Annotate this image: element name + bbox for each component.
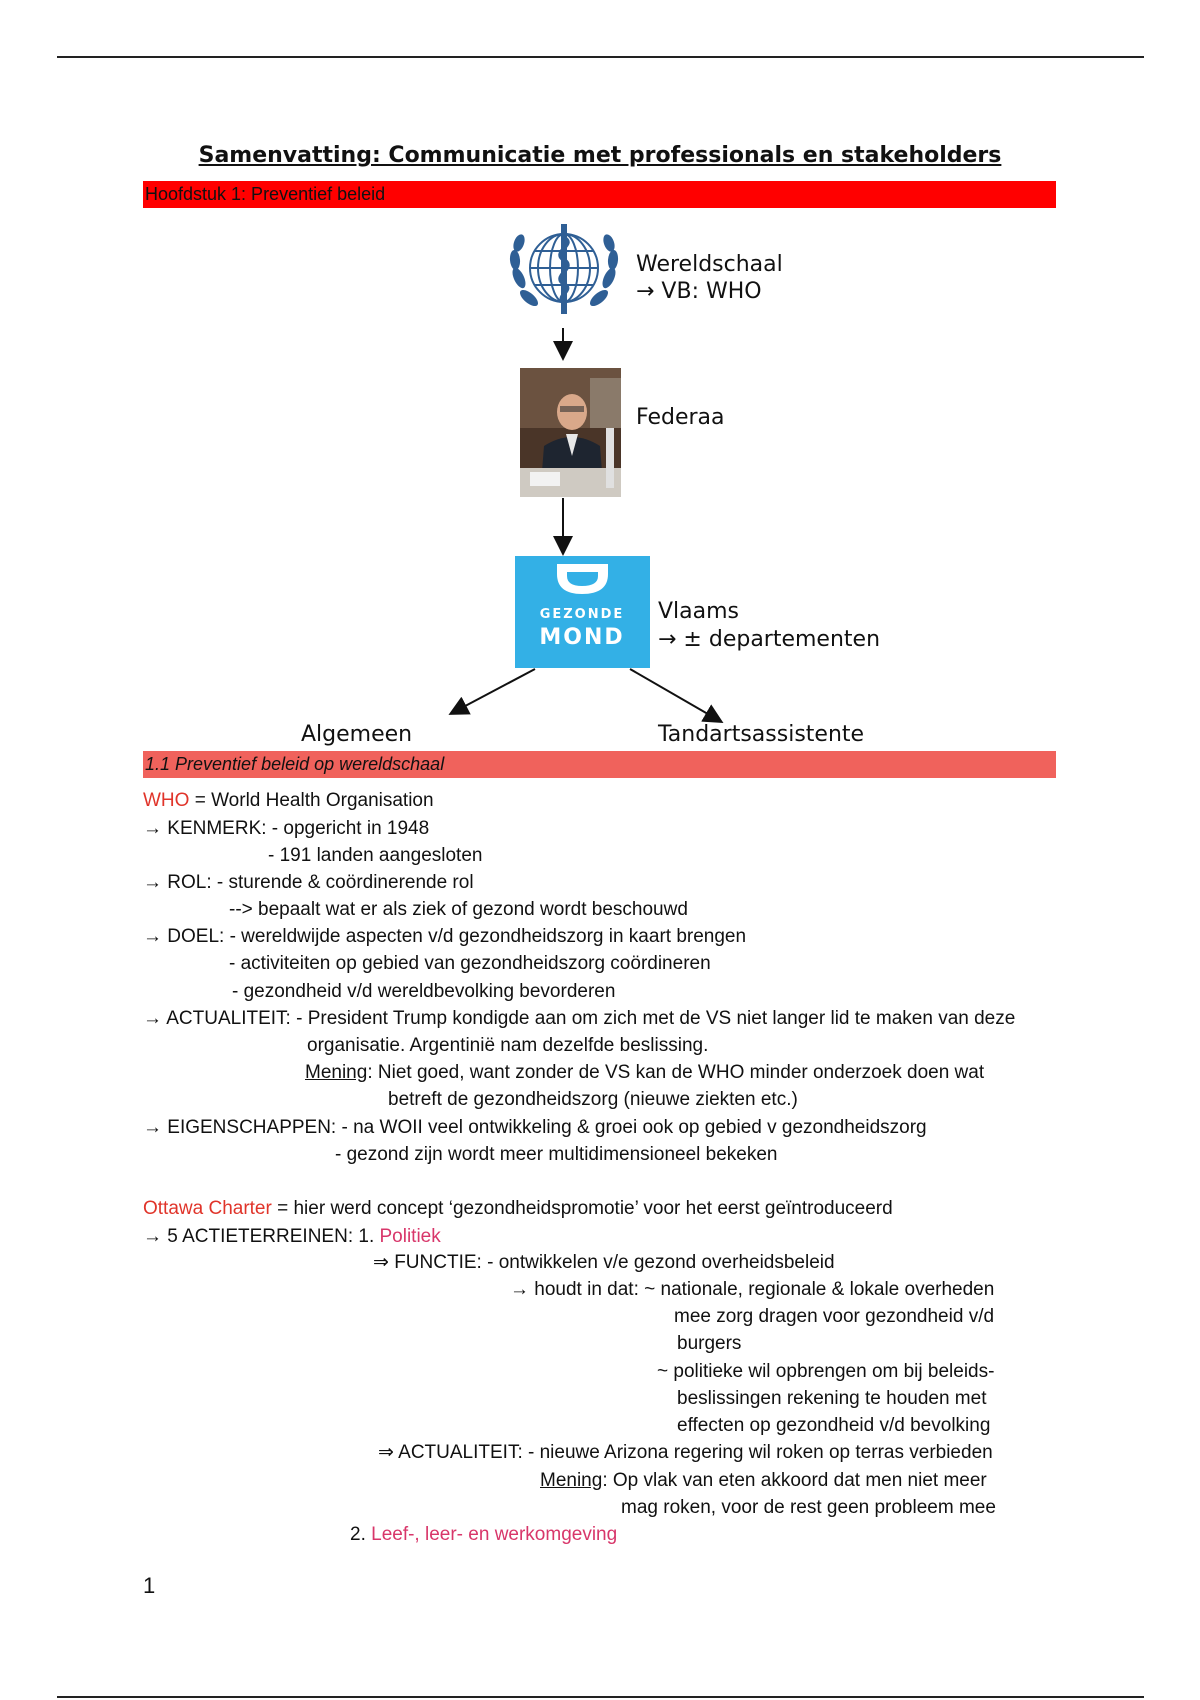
ottawa-houdt-2: mee zorg dragen voor gezondheid v/d [674,1306,995,1327]
ottawa-actualiteit: ⇒ ACTUALITEIT: - nieuwe Arizona regering wil roken op terras verbieden [378,1442,993,1463]
who-term: WHO [143,790,190,811]
ottawa-term: Ottawa Charter [143,1198,272,1219]
who-mening-2: betreft de gezondheidszorg (nieuwe ziekten etc.) [388,1089,798,1110]
federal-label: Federaa [636,405,725,430]
ottawa-actieterreinen: → 5 ACTIETERREINEN: 1. Politiek [143,1226,441,1247]
world-label: Wereldschaal [636,252,783,277]
ottawa-houdt-4: ~ politieke wil opbrengen om bij beleids- [657,1361,995,1382]
section-heading: 1.1 Preventief beleid op wereldschaal [143,751,1056,778]
chapter-heading: Hoofdstuk 1: Preventief beleid [143,181,1056,208]
who-definition: WHO = World Health Organisation [143,790,434,811]
arrow-to-algemeen [452,669,535,713]
ottawa-actieterrein-2: 2. Leef-, leer- en werkomgeving [350,1524,618,1545]
flemish-label: Vlaams [658,599,740,624]
ottawa-houdt-1: → houdt in dat: ~ nationale, regionale & lokale overheden [510,1279,995,1300]
who-mening-label: Mening [305,1062,368,1083]
ottawa-functie: ⇒ FUNCTIE: - ontwikkelen v/e gezond overheidsbeleid [373,1252,835,1273]
ottawa-mening-2: mag roken, voor de rest geen probleem mee [621,1497,996,1518]
ottawa-mening-label: Mening [540,1470,603,1491]
world-example: → VB: WHO [636,279,762,304]
ottawa-definition: Ottawa Charter = hier werd concept ‘gezondheidspromotie’ voor het eerst geïntroduceerd [143,1198,893,1219]
who-actualiteit-1: → ACTUALITEIT: - President Trump kondigde aan om zich met de VS niet langer lid te maken van deze [143,1008,1016,1029]
actieterrein-leefomgeving: Leef-, leer- en werkomgeving [371,1524,618,1545]
ottawa-houdt-5: beslissingen rekening te houden met [677,1388,987,1409]
who-kenmerk-1: → KENMERK: - opgericht in 1948 [143,818,430,839]
branch-tandartsassistente: Tandartsassistente [658,722,865,747]
who-actualiteit-2: organisatie. Argentinië nam dezelfde beslissing. [307,1035,709,1056]
document-title: Samenvatting: Communicatie met professionals en stakeholders [198,143,1002,168]
who-rol-1: → ROL: - sturende & coördinerende rol [143,872,474,893]
who-doel-1: → DOEL: - wereldwijde aspecten v/d gezondheidszorg in kaart brengen [143,926,747,947]
flemish-departments: → ± departementen [658,627,881,652]
arrow-to-tandartsassistente [630,669,720,721]
who-mening-1: Mening: Niet goed, want zonder de VS kan de WHO minder onderzoek doen wat [305,1062,985,1083]
logo-text-gezonde: GEZONDE [539,607,625,622]
actieterrein-politiek: Politiek [379,1226,441,1247]
branch-algemeen: Algemeen [301,722,413,747]
who-eigenschappen-1: → EIGENSCHAPPEN: - na WOII veel ontwikkeling & groei ook op gebied v gezondheidszorg [143,1117,927,1138]
who-doel-3: - gezondheid v/d wereldbevolking bevorderen [232,981,616,1002]
ottawa-mening-1: Mening: Op vlak van eten akkoord dat men niet meer [540,1470,987,1491]
who-kenmerk-2: - 191 landen aangesloten [268,845,483,866]
bottom-rule [57,1696,1144,1698]
who-doel-2: - activiteiten op gebied van gezondheidszorg coördineren [229,953,711,974]
who-eigenschappen-2: - gezond zijn wordt meer multidimensioneel bekeken [335,1144,778,1165]
ottawa-houdt-6: effecten op gezondheid v/d bevolking [677,1415,991,1436]
page-number: 1 [143,1573,156,1598]
ottawa-houdt-3: burgers [677,1333,742,1354]
who-rol-2: --> bepaalt wat er als ziek of gezond wordt beschouwd [229,899,688,920]
logo-text-mond: MOND [539,625,625,650]
